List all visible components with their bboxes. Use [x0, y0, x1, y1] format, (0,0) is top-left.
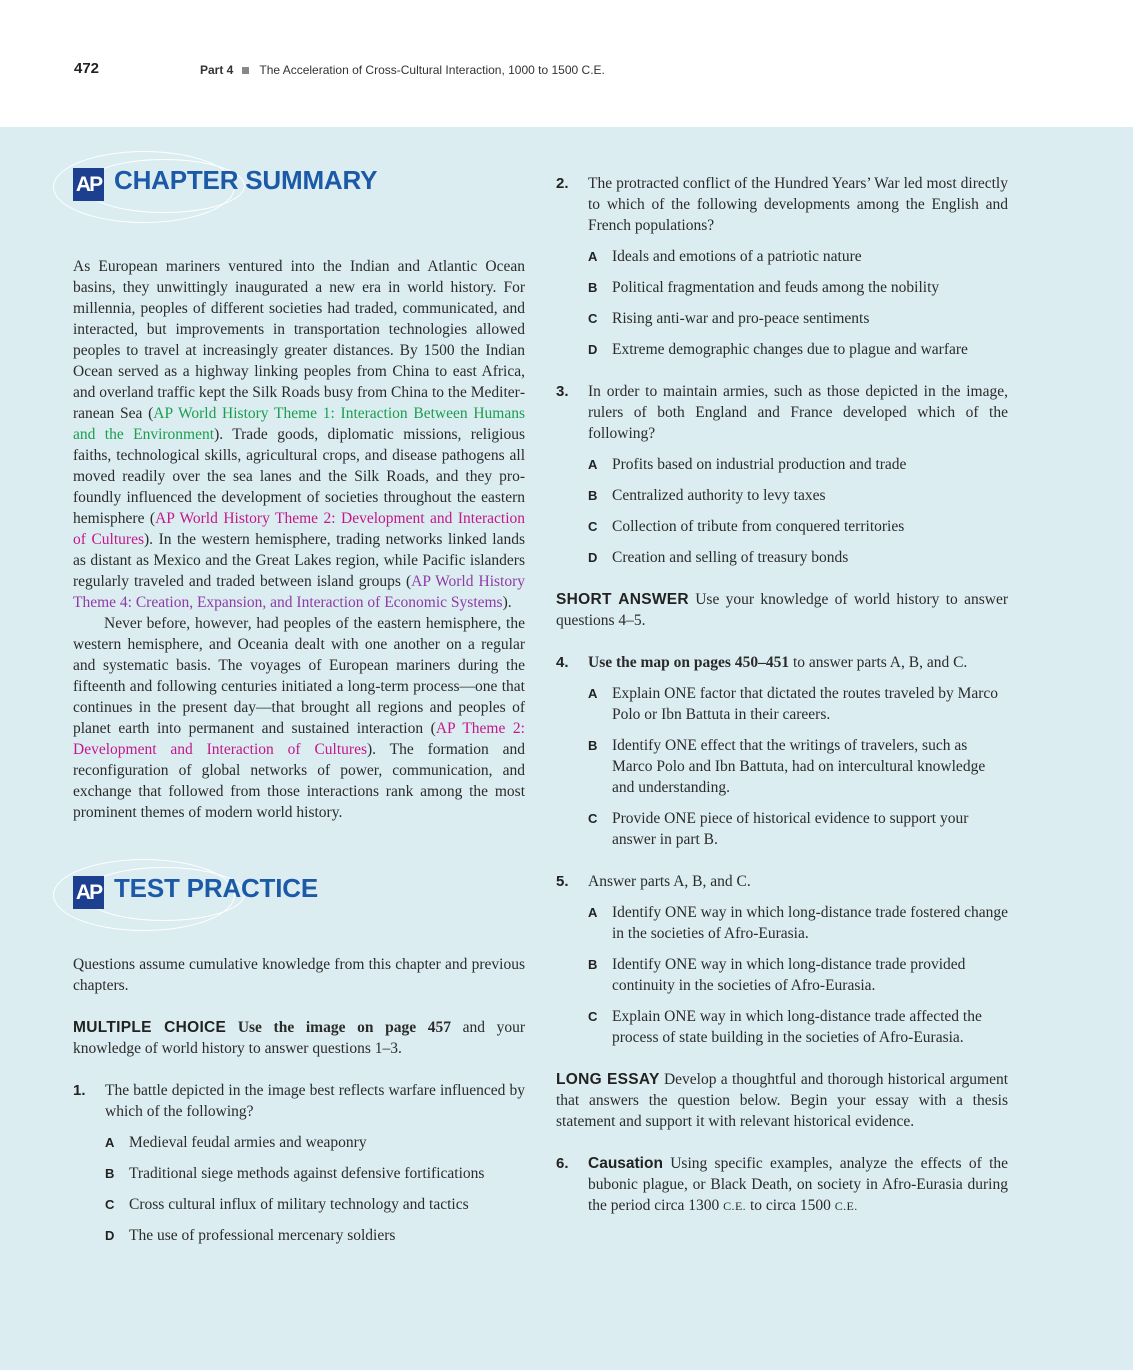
question-number: 4.: [556, 654, 569, 671]
part-title: The Acceleration of Cross-Cultural Interaction, 1000 to 1500 C.E.: [259, 63, 605, 77]
answer-part: C Explain ONE way in which long-distance trade affected the process of state building in the societies of Afro-Eurasia.: [588, 1008, 982, 1046]
answer-option: D Creation and selling of treasury bonds: [588, 549, 849, 566]
test-practice-heading: [73, 863, 525, 923]
practice-intro: Questions assume cumulative knowledge from this chapter and previous chapters.: [73, 956, 525, 994]
page-number: 472: [74, 60, 100, 77]
theme-4-link: AP World History Theme 4: Creation, Expansion, and Interaction of Economic Systems: [73, 573, 525, 611]
separator-square-icon: [242, 67, 249, 74]
answer-part: A Explain ONE factor that dictated the routes traveled by Marco Polo or Ibn Battuta in their careers.: [588, 685, 999, 723]
right-column: [556, 173, 1008, 1217]
question-number: 1.: [73, 1082, 86, 1099]
answer-option: C Cross cultural influx of military technology and tactics: [105, 1196, 469, 1213]
multiple-choice-label: MULTIPLE CHOICE: [73, 1019, 227, 1036]
question-stem: Use the map on pages 450–451 to answer parts A, B, and C.: [588, 654, 968, 671]
question-6: [556, 1153, 1008, 1217]
left-column: [73, 155, 525, 1246]
question-5: [556, 871, 1008, 1048]
ap-badge-icon: AP: [73, 876, 104, 909]
question-number: 5.: [556, 873, 569, 890]
part-label: Part 4: [200, 63, 234, 77]
short-answer-label: SHORT ANSWER: [556, 591, 689, 608]
question-3: [556, 381, 1008, 568]
short-answer-instructions: SHORT ANSWER Use your knowledge of world history to answer questions 4–5.: [556, 591, 1009, 629]
answer-option: B Traditional siege methods against defensive fortifications: [105, 1165, 485, 1182]
ap-badge-icon: AP: [73, 168, 104, 201]
answer-part: A Identify ONE way in which long-distance trade fostered change in the societies of Afro-Eurasia.: [588, 904, 1008, 942]
content-panel: [0, 127, 1133, 1370]
summary-paragraph-2: Never before, however, had peoples of the eastern hemisphere, the western hemisphere, and Oceania dealt with one another on a regular and systematic basis. The voyages of European mariners during the fifteenth and following centuries initiated a long-term process—one that continues in the present day—that brought all regions and peoples of planet earth into permanent and sustained interaction (AP Theme 2: Development and Interaction of Cultures). The formation and reconfiguration of global networks of power, communication, and exchange that followed from those interactions rank among the most prominent themes of modern world history.: [73, 615, 526, 821]
question-stem: The protracted conflict of the Hundred Years’ War led most directly to which of the following developments among the English and French populations?: [588, 175, 1008, 234]
question-stem: Causation Using specific examples, analyze the effects of the bubonic plague, or Black Death, on society in Afro-Eurasia during the period circa 1300 C.E. to circa 1500 C.E.: [588, 1155, 1009, 1214]
multiple-choice-instructions: MULTIPLE CHOICE Use the image on page 457 and your knowledge of world history to answer questions 1–3.: [73, 1019, 526, 1057]
answer-option: B Political fragmentation and feuds among the nobility: [588, 279, 940, 296]
answer-part: B Identify ONE effect that the writings of travelers, such as Marco Polo and Ibn Battuta, had on intercultural knowledge and understanding.: [588, 737, 986, 796]
answer-part: B Identify ONE way in which long-distance trade provided continuity in the societies of Afro-Eurasia.: [588, 956, 966, 994]
theme-2-link: AP Theme 2: Development and Interaction of Cultures: [73, 720, 525, 758]
theme-1-link: AP World History Theme 1: Interaction Between Humans and the Environment: [73, 405, 525, 443]
question-number: 2.: [556, 175, 569, 192]
answer-option: A Ideals and emotions of a patriotic nature: [588, 248, 862, 265]
question-4: [556, 652, 1008, 850]
theme-2-link: AP World History Theme 2: Development and Interaction of Cultures: [73, 510, 525, 548]
page-header: [0, 0, 1133, 127]
section-title: CHAPTER SUMMARY: [114, 165, 378, 195]
question-number: 6.: [556, 1155, 569, 1172]
long-essay-instructions: LONG ESSAY Develop a thoughtful and thorough historical argument that answers the question below. Begin your essay with a thesis statement and support it with relevant historical evidence.: [556, 1071, 1009, 1130]
answer-option: A Medieval feudal armies and weaponry: [105, 1134, 367, 1151]
causation-label: Causation: [588, 1155, 663, 1172]
answer-option: B Centralized authority to levy taxes: [588, 487, 826, 504]
section-title: TEST PRACTICE: [114, 873, 318, 903]
answer-option: D Extreme demographic changes due to plague and warfare: [588, 341, 968, 358]
answer-part: C Provide ONE piece of historical evidence to support your answer in part B.: [588, 810, 969, 848]
running-head: [200, 63, 605, 77]
answer-option: C Rising anti-war and pro-peace sentiments: [588, 310, 870, 327]
question-stem: The battle depicted in the image best reflects warfare influenced by which of the following?: [105, 1082, 525, 1120]
summary-paragraph-1: As European mariners ventured into the Indian and Atlantic Ocean basins, they unwittingly inaugurated a new era in world history. For millennia, peoples of different societies had traded, communicated, and interacted, but improvements in transportation technologies allowed peoples to travel at increasingly greater distances. By 1500 the Indian Ocean served as a highway linking peoples from China to east Africa, and overland traffic kept the Silk Roads busy from China to the Mediterranean Sea (AP World History Theme 1: Interaction Between Humans and the Environment). Trade goods, diplomatic missions, religious faiths, technological skills, agricultural crops, and disease pathogens all moved readily over the sea lanes and the Silk Roads, and they profoundly influenced the development of societies throughout the eastern hemisphere (AP World History Theme 2: Development and Interaction of Cultures). In the western hemisphere, trading networks linked lands as distant as Mexico and the Great Lakes region, while Pacific islanders regularly traveled and traded between island groups (AP World History Theme 4: Creation, Expansion, and Interaction of Economic Systems).: [73, 258, 526, 611]
question-2: [556, 173, 1008, 360]
answer-option: C Collection of tribute from conquered territories: [588, 518, 905, 535]
answer-option: A Profits based on industrial production and trade: [588, 456, 907, 473]
long-essay-label: LONG ESSAY: [556, 1071, 660, 1088]
question-number: 3.: [556, 383, 569, 400]
question-stem: Answer parts A, B, and C.: [588, 873, 751, 890]
question-1: [73, 1080, 525, 1246]
answer-option: D The use of professional mercenary soldiers: [105, 1227, 396, 1244]
chapter-summary-heading: [73, 155, 525, 215]
question-stem: In order to maintain armies, such as those depicted in the image, rulers of both England and France developed which of the following?: [588, 383, 1008, 442]
